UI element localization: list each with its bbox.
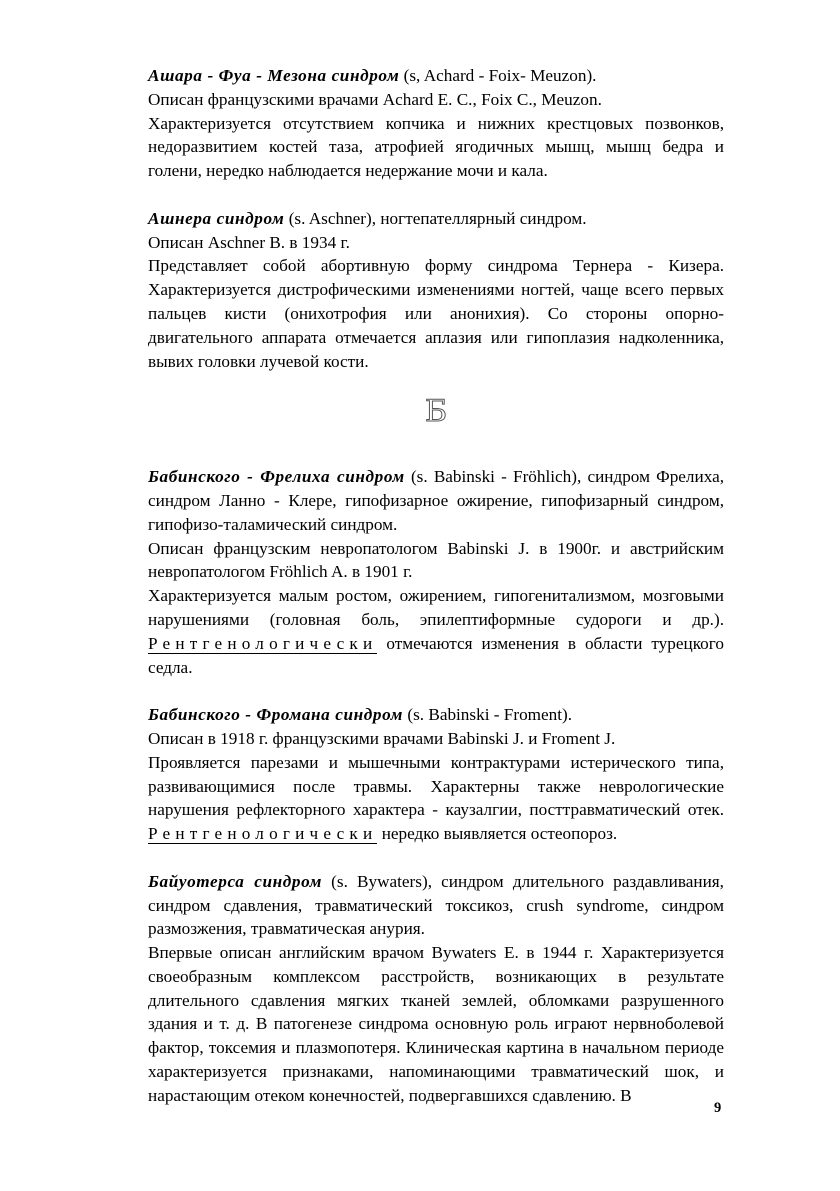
entry-title: Ашара - Фуа - Мезона синдром (148, 66, 400, 85)
entry-title: Ашнера синдром (148, 208, 285, 228)
entry-line: Описан французскими врачами Achard E. C., Foix C., Meuzon. (148, 89, 602, 109)
entry-text: отмечаются изменения в области турецкого седла. (148, 633, 724, 677)
entry-line: Характеризуется отсутствием копчика и нижних крестцовых позвонков, недоразвитием костей таза, атрофией ягодичных мышц, мышц бедра и голени, нередко наблюдается недержание мочи и кала. (148, 113, 724, 181)
entry-synonyms: (s. Babinski - Fröhlich), синдром Фрелиха, синдром Ланно - Клере, гипофизарное ожирение, гипофизарный синдром, гипофизо-таламический синдром. (148, 467, 724, 534)
entry-text: Характеризуется малым ростом, ожирением, гипогенитализмом, мозговыми нарушениями (головная боль, эпилептиформные судороги и др.). (148, 586, 724, 629)
entry-title: Бабинского - Фрелиха синдром (148, 467, 405, 487)
entry-bywaters (148, 870, 724, 1108)
entry-title: Бабинского - Фромана синдром (148, 705, 404, 725)
spaced-term: Рентгенологически (148, 633, 378, 653)
section-letter-heading: Б (424, 394, 448, 430)
entry-text: Проявляется парезами и мышечными контрактурами истерического типа, развивающимися после травмы. Характерны также неврологические нарушения рефлекторного характера - каузалгии, посттравматический отек. (148, 752, 724, 820)
entry-aschner (148, 207, 724, 374)
entry-line: Описан в 1918 г. французскими врачами Babinski J. и Froment J. (148, 728, 616, 748)
entry-babinski-froment (148, 703, 724, 846)
entry-text: нередко выявляется остеопороз. (377, 824, 618, 844)
spaced-term: Рентгенологически (148, 824, 378, 844)
entry-line: Описан французским невропатологом Babinski J. в 1900г. и австрийским невропатологом Fröhlich A. в 1901 г. (148, 538, 724, 582)
entry-latin: (s. Babinski - Froment). (403, 705, 573, 725)
entry-line: Представляет собой абортивную форму синдрома Тернера - Кизера. Характеризуется дистрофическими изменениями ногтей, чаще всего первых пальцев кисти (онихотрофия или анонихия). Со стороны опорно-двигательного аппарата отмечается аплазия или гипоплазия надколенника, вывих головки лучевой кости. (148, 256, 724, 371)
entry-title: Байуотерса синдром (148, 871, 322, 891)
entry-synonyms: (s. Bywaters), синдром длительного раздавливания, синдром сдавления, травматический токсикоз, crush syndrome, синдром размозжения, травматическая анурия. (148, 871, 724, 939)
entry-latin: (s, Achard - Foix- Meuzon). (399, 66, 597, 85)
entry-line: Описан Aschner B. в 1934 г. (148, 232, 350, 252)
page-body (148, 64, 724, 1131)
entry-babinski-frohlich (148, 465, 724, 679)
entry-latin: (s. Aschner), ногтепателлярный синдром. (284, 208, 587, 228)
page-number: 9 (714, 1100, 722, 1116)
entry-achard-foix-meuzon (148, 64, 724, 183)
entry-line: Впервые описан английским врачом Bywaters E. в 1944 г. Характеризуется своеобразным комплексом расстройств, возникающих в результате длительного сдавления мягких тканей землей, обломками разрушенного здания и т. д. В патогенезе синдрома основную роль играют нервноболевой фактор, токсемия и плазмопотеря. Клиническая картина в начальном периоде характеризуется признаками, напоминающими травматический шок, и нарастающим отеком конечностей, подвергавшихся сдавлению. В (148, 943, 724, 1105)
